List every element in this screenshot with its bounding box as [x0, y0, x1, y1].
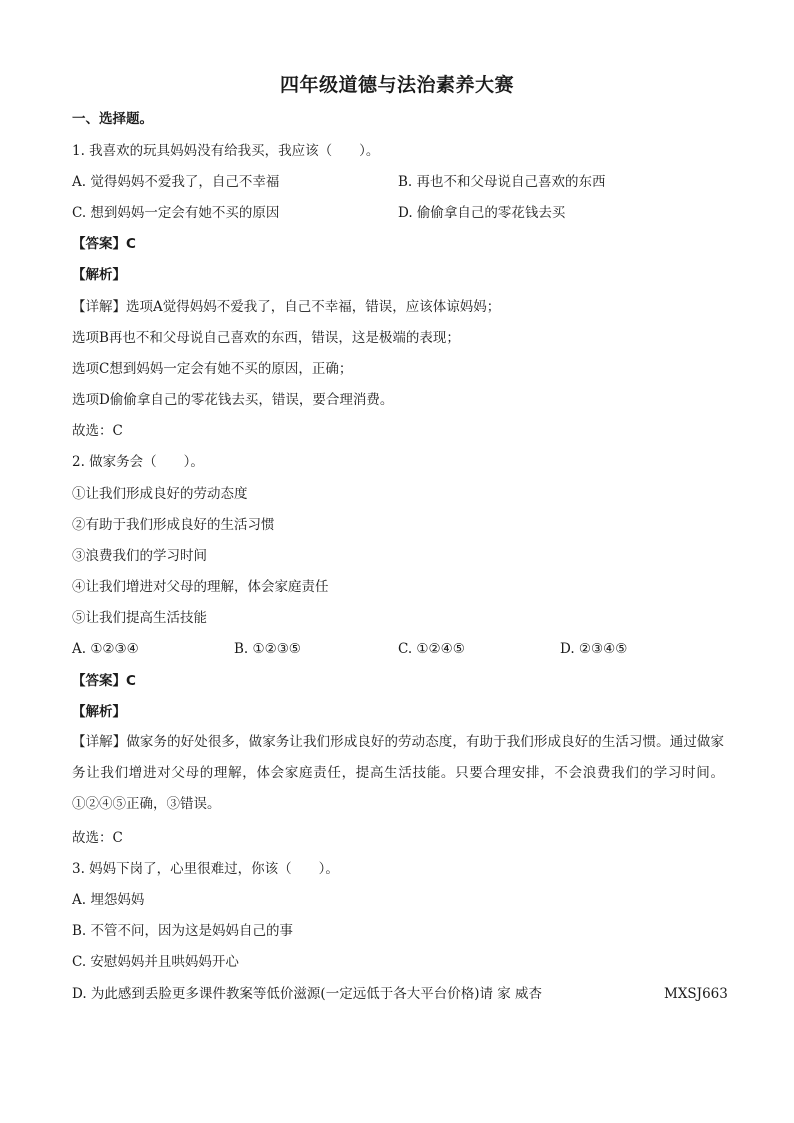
q2-detail: 【详解】做家务的好处很多，做家务让我们形成良好的劳动态度，有助于我们形成良好的生活习惯。通过做家务让我们增进对父母的理解，体会家庭责任，提高生活技能。只要合理安排，不会浪费我们的学习时间。①②④⑤正确，③错误。	[72, 734, 724, 812]
q1-stem: 1. 我喜欢的玩具妈妈没有给我买，我应该（ ）。	[72, 143, 380, 159]
q1-detail-2: 选项B再也不和父母说自己喜欢的东西，错误，这是极端的表现；	[72, 330, 460, 346]
q3-option-d: D. 为此感到丢脸更多课件教案等低价滋源(一定远低于各大平台价格)请 家 威杏	[72, 986, 543, 1002]
q2-stem: 2. 做家务会（ ）。	[72, 454, 204, 470]
q2-item-1: ①让我们形成良好的劳动态度	[72, 486, 248, 502]
q2-option-d: D. ②③④⑤	[560, 641, 628, 657]
q1-answer: 【答案】C	[72, 236, 136, 252]
q3-option-b: B. 不管不问，因为这是妈妈自己的事	[72, 923, 294, 939]
q2-option-b: B. ①②③⑤	[234, 641, 301, 657]
q1-analysis-label: 【解析】	[72, 267, 126, 283]
q3-option-a: A. 埋怨妈妈	[72, 892, 145, 908]
q2-item-2: ②有助于我们形成良好的生活习惯	[72, 517, 275, 533]
q1-detail-4: 选项D偷偷拿自己的零花钱去买，错误，要合理消费。	[72, 392, 394, 408]
q2-option-a: A. ①②③④	[72, 641, 139, 657]
section-heading: 一、选择题。	[72, 111, 153, 127]
q1-detail-3: 选项C想到妈妈一定会有她不买的原因，正确；	[72, 361, 353, 377]
q1-option-c: C. 想到妈妈一定会有她不买的原因	[72, 205, 280, 221]
q3-code: MXSJ663	[664, 986, 728, 1002]
q2-item-4: ④让我们增进对父母的理解，体会家庭责任	[72, 579, 329, 595]
q2-answer: 【答案】C	[72, 673, 136, 689]
page-title: 四年级道德与法治素养大赛	[279, 74, 514, 96]
q1-option-a: A. 觉得妈妈不爱我了，自己不幸福	[72, 174, 280, 190]
q2-option-c: C. ①②④⑤	[398, 641, 465, 657]
q1-option-d: D. 偷偷拿自己的零花钱去买	[398, 205, 566, 221]
q2-analysis-label: 【解析】	[72, 704, 126, 720]
q2-item-5: ⑤让我们提高生活技能	[72, 610, 207, 626]
q3-stem: 3. 妈妈下岗了，心里很难过，你该（ ）。	[72, 861, 339, 877]
q1-option-b: B. 再也不和父母说自己喜欢的东西	[398, 174, 606, 190]
q3-option-c: C. 安慰妈妈并且哄妈妈开心	[72, 954, 239, 970]
q1-detail-1: 【详解】选项A觉得妈妈不爱我了，自己不幸福，错误，应该体谅妈妈；	[72, 299, 501, 315]
q1-conclusion: 故选：C	[72, 423, 123, 439]
q2-item-3: ③浪费我们的学习时间	[72, 548, 207, 564]
q2-conclusion: 故选：C	[72, 830, 123, 846]
